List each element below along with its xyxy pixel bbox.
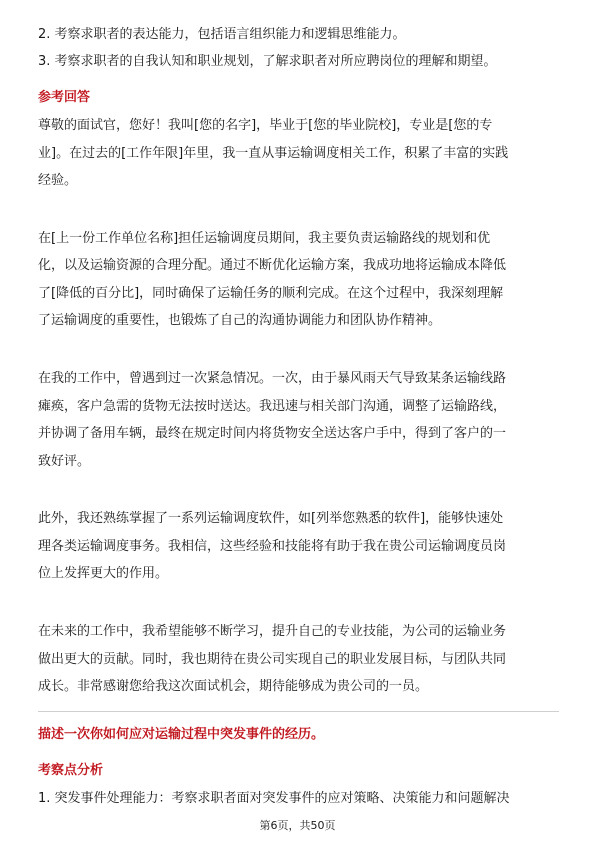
paragraph-line: 尊敬的面试官，您好！我叫[您的名字]，毕业于[您的毕业院校]，专业是[您的专 — [38, 118, 493, 133]
paragraph-line: 在未来的工作中，我希望能够不断学习，提升自己的专业技能，为公司的运输业务 — [38, 624, 507, 639]
answer-heading: 参考回答 — [38, 90, 91, 105]
paragraph-line: 业]。在过去的[工作年限]年里，我一直从事运输调度相关工作，积累了丰富的实践 — [38, 146, 509, 161]
paragraph-line: 了[降低的百分比]，同时确保了运输任务的顺利完成。在这个过程中，我深刻理解 — [38, 286, 504, 301]
paragraph-line: 瘫痪，客户急需的货物无法按时送达。我迅速与相关部门沟通，调整了运输路线， — [38, 399, 507, 414]
paragraph-line: 此外，我还熟练掌握了一系列运输调度软件，如[列举您熟悉的软件]，能够快速处 — [38, 511, 504, 526]
paragraph-line: 经验。 — [38, 173, 78, 188]
paragraph-line: 在[上一份工作单位名称]担任运输调度员期间，我主要负责运输路线的规划和优 — [38, 231, 491, 246]
section-divider — [38, 711, 559, 712]
paragraph-line: 成长。非常感谢您给我这次面试机会，期待能够成为贵公司的一员。 — [38, 679, 429, 694]
paragraph-line: 位上发挥更大的作用。 — [38, 566, 169, 581]
analysis-point-1: 1. 突发事件处理能力：考察求职者面对突发事件的应对策略、决策能力和问题解决 — [38, 791, 510, 806]
analysis-heading: 考察点分析 — [38, 763, 104, 778]
paragraph-line: 致好评。 — [38, 454, 91, 469]
paragraph-line: 理各类运输调度事务。我相信，这些经验和技能将有助于我在贵公司运输调度员岗 — [38, 539, 507, 554]
paragraph-line: 在我的工作中，曾遇到过一次紧急情况。一次，由于暴风雨天气导致某条运输线路 — [38, 371, 507, 386]
paragraph-line: 了运输调度的重要性，也锻炼了自己的沟通协调能力和团队协作精神。 — [38, 313, 442, 328]
page-number: 第6页，共50页 — [259, 819, 336, 832]
paragraph-line: 化，以及运输资源的合理分配。通过不断优化运输方案，我成功地将运输成本降低 — [38, 258, 507, 273]
intro-point-3: 3. 考察求职者的自我认知和职业规划，了解求职者对所应聘岗位的理解和期望。 — [38, 54, 497, 69]
question-title: 描述一次你如何应对运输过程中突发事件的经历。 — [38, 727, 325, 742]
intro-point-2: 2. 考察求职者的表达能力，包括语言组织能力和逻辑思维能力。 — [38, 27, 406, 42]
paragraph-line: 做出更大的贡献。同时，我也期待在贵公司实现自己的职业发展目标，与团队共同 — [38, 652, 507, 667]
paragraph-line: 并协调了备用车辆，最终在规定时间内将货物安全送达客户手中，得到了客户的一 — [38, 426, 507, 441]
